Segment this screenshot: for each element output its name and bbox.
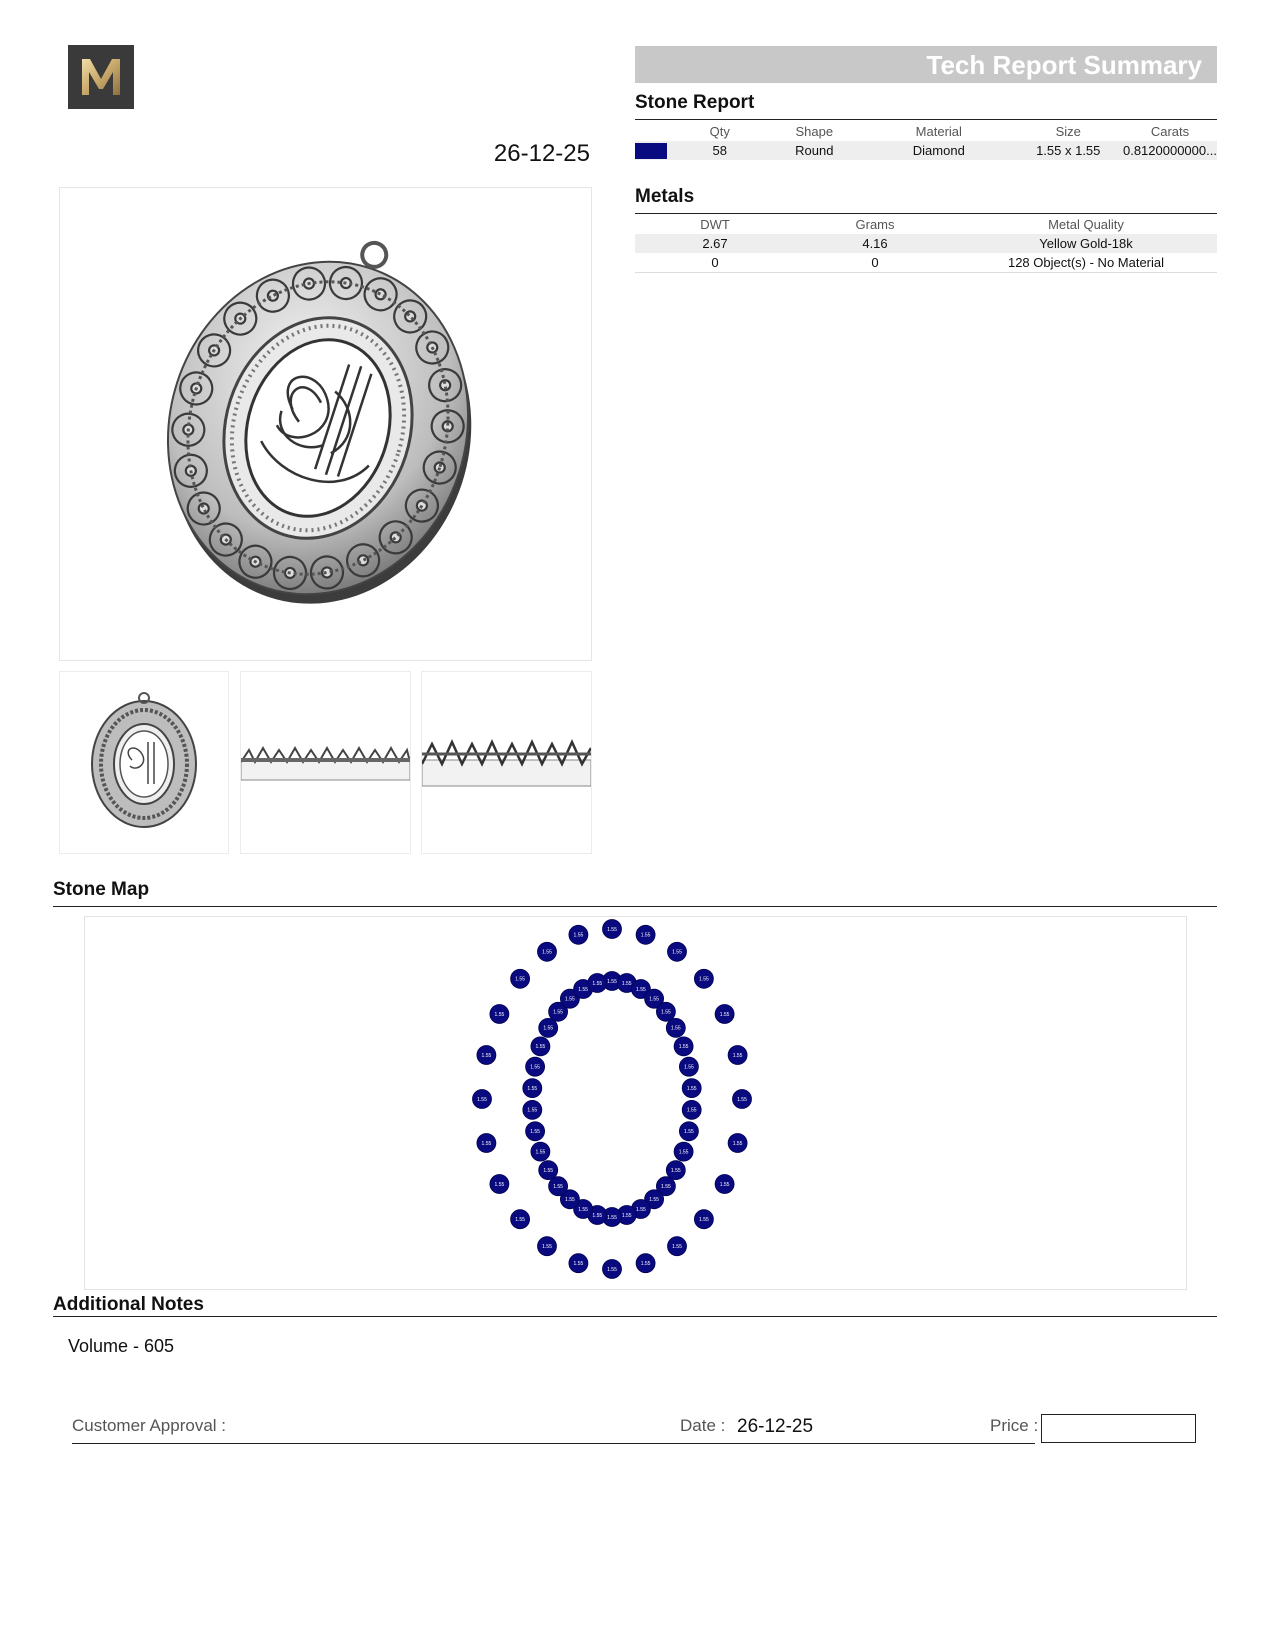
svg-text:1.55: 1.55 (481, 1052, 492, 1059)
svg-text:1.55: 1.55 (573, 1261, 584, 1267)
stone-marker (511, 969, 530, 988)
customer-approval-label: Customer Approval : (72, 1416, 227, 1435)
svg-text:1.55: 1.55 (530, 1129, 540, 1136)
stone-marker (511, 1210, 530, 1229)
svg-text:1.55: 1.55 (649, 996, 659, 1003)
svg-text:1.55: 1.55 (678, 1044, 689, 1051)
column-header: Material (915, 124, 962, 139)
stone-marker (636, 1254, 655, 1273)
stone-marker (473, 1090, 492, 1109)
stone-marker (728, 1046, 747, 1065)
svg-text:1.55: 1.55 (477, 1096, 487, 1103)
stone-marker (490, 1175, 509, 1194)
metal-grams: 0 (795, 253, 955, 273)
stone-color-swatch (635, 143, 667, 159)
svg-text:1.55: 1.55 (640, 1261, 651, 1267)
svg-text:1.55: 1.55 (672, 949, 682, 956)
stone-shape: Round (765, 141, 865, 160)
svg-text:1.55: 1.55 (553, 1184, 563, 1190)
svg-text:1.55: 1.55 (535, 1149, 546, 1156)
column-header: Carats (1150, 124, 1190, 139)
color-column-header (635, 122, 675, 141)
stone-marker (728, 1134, 747, 1153)
stone-marker (531, 1037, 550, 1056)
company-logo (68, 45, 134, 109)
column-header: DWT (700, 217, 730, 232)
stone-marker (666, 1161, 685, 1180)
table-row (635, 234, 1217, 253)
additional-notes-divider (53, 1316, 1217, 1317)
stone-marker (668, 1237, 687, 1256)
metals-table (635, 215, 1217, 273)
report-title: Tech Report Summary (926, 50, 1202, 80)
svg-text:1.55: 1.55 (732, 1140, 743, 1147)
stone-marker (523, 1079, 542, 1098)
stone-marker (526, 1122, 545, 1141)
svg-text:1.55: 1.55 (670, 1167, 681, 1174)
stone-carats: 0.8120000000... (1122, 143, 1217, 158)
stone-marker (539, 1161, 558, 1180)
approval-date-value: 26-12-25 (737, 1416, 814, 1437)
svg-text:1.55: 1.55 (592, 1212, 603, 1219)
stone-marker (636, 925, 655, 944)
svg-text:1.55: 1.55 (543, 1167, 554, 1174)
stone-qty: 58 (675, 141, 765, 160)
svg-text:1.55: 1.55 (515, 1217, 525, 1223)
additional-notes-title: Additional Notes (53, 1294, 204, 1315)
svg-text:1.55: 1.55 (607, 978, 617, 985)
svg-text:1.55: 1.55 (621, 980, 632, 987)
stone-marker (674, 1142, 693, 1161)
svg-text:1.55: 1.55 (543, 1025, 554, 1032)
price-label: Price : (990, 1416, 1039, 1435)
svg-text:1.55: 1.55 (553, 1009, 563, 1016)
stone-marker (715, 1005, 734, 1024)
svg-text:1.55: 1.55 (607, 1214, 617, 1221)
stone-marker (531, 1142, 550, 1161)
svg-text:1.55: 1.55 (621, 1212, 632, 1219)
metal-dwt: 0 (635, 253, 795, 273)
stone-marker (674, 1037, 693, 1056)
metal-quality: Yellow Gold-18k (955, 234, 1217, 253)
main-pendant-render (59, 187, 592, 661)
stone-marker (715, 1175, 734, 1194)
stone-report-divider (635, 119, 1217, 120)
svg-text:1.55: 1.55 (649, 1197, 659, 1204)
stone-marker (694, 969, 713, 988)
stone-marker (679, 1057, 698, 1076)
metal-grams: 4.16 (795, 234, 955, 253)
column-header: Qty (709, 124, 730, 139)
stone-map-svg (85, 917, 1186, 1289)
logo-m-icon (68, 45, 134, 109)
table-row (635, 253, 1217, 273)
svg-text:1.55: 1.55 (494, 1181, 505, 1188)
svg-text:1.55: 1.55 (592, 980, 603, 987)
stone-marker (679, 1122, 698, 1141)
svg-text:1.55: 1.55 (607, 926, 617, 933)
svg-text:1.55: 1.55 (565, 1197, 575, 1204)
stone-marker (549, 1177, 568, 1196)
stone-map-divider (53, 906, 1217, 907)
stone-map-canvas (84, 916, 1187, 1290)
svg-text:1.55: 1.55 (670, 1025, 681, 1032)
stone-report-table (635, 122, 1217, 160)
stone-marker (588, 974, 607, 993)
svg-text:1.55: 1.55 (607, 1266, 617, 1273)
stone-marker (733, 1090, 752, 1109)
svg-text:1.55: 1.55 (542, 1244, 552, 1250)
svg-text:1.55: 1.55 (515, 976, 525, 983)
stone-marker (603, 1260, 622, 1279)
stone-marker (477, 1046, 496, 1065)
stone-marker (477, 1134, 496, 1153)
metals-divider (635, 213, 1217, 214)
metal-quality: 128 Object(s) - No Material (955, 253, 1217, 273)
column-header: Shape (795, 124, 834, 139)
additional-notes-text: Volume - 605 (68, 1336, 175, 1356)
svg-text:1.55: 1.55 (661, 1009, 671, 1016)
stone-marker (666, 1018, 685, 1037)
svg-text:1.55: 1.55 (527, 1107, 538, 1114)
svg-text:1.55: 1.55 (684, 1064, 694, 1071)
svg-text:1.55: 1.55 (719, 1011, 730, 1018)
price-field[interactable] (1041, 1414, 1196, 1443)
stone-marker (569, 925, 588, 944)
svg-text:1.55: 1.55 (699, 1217, 709, 1223)
stone-marker (694, 1210, 713, 1229)
svg-text:1.55: 1.55 (699, 976, 709, 983)
thumbnail-front-view[interactable] (59, 671, 229, 854)
svg-text:1.55: 1.55 (573, 932, 584, 939)
thumbnail-angle-view[interactable] (421, 671, 592, 854)
svg-text:1.55: 1.55 (636, 986, 646, 993)
stone-marker (538, 1237, 557, 1256)
svg-text:1.55: 1.55 (636, 1206, 646, 1213)
approval-signature-line[interactable] (72, 1443, 1035, 1444)
svg-text:1.55: 1.55 (527, 1085, 538, 1092)
stone-marker (668, 942, 687, 961)
table-row (635, 141, 1217, 160)
stone-marker (603, 920, 622, 939)
stone-marker (656, 1002, 675, 1021)
svg-text:1.55: 1.55 (542, 949, 552, 956)
svg-text:1.55: 1.55 (578, 1206, 588, 1213)
column-header: Size (1055, 124, 1081, 139)
svg-text:1.55: 1.55 (732, 1052, 743, 1059)
svg-text:1.55: 1.55 (578, 986, 588, 993)
stone-marker (682, 1079, 701, 1098)
metals-title: Metals (635, 186, 695, 207)
svg-text:1.55: 1.55 (661, 1184, 671, 1190)
svg-text:1.55: 1.55 (494, 1011, 505, 1018)
svg-text:1.55: 1.55 (640, 932, 651, 939)
stone-marker (526, 1057, 545, 1076)
stone-marker (490, 1005, 509, 1024)
svg-text:1.55: 1.55 (678, 1149, 689, 1156)
stone-marker (569, 1254, 588, 1273)
svg-text:1.55: 1.55 (684, 1129, 694, 1136)
stone-map-title: Stone Map (53, 879, 150, 900)
column-header: Metal Quality (1048, 217, 1124, 232)
svg-text:1.55: 1.55 (535, 1044, 546, 1051)
approval-date-label: Date : (680, 1416, 726, 1435)
report-title-bar (635, 46, 1217, 83)
stone-material: Diamond (864, 141, 1013, 160)
svg-text:1.55: 1.55 (565, 996, 575, 1003)
stone-marker (523, 1100, 542, 1119)
stone-marker (682, 1100, 701, 1119)
svg-text:1.55: 1.55 (686, 1085, 697, 1092)
column-header: Grams (855, 217, 895, 232)
svg-text:1.55: 1.55 (481, 1140, 492, 1147)
metal-dwt: 2.67 (635, 234, 795, 253)
stone-marker (539, 1018, 558, 1037)
svg-text:1.55: 1.55 (686, 1107, 697, 1114)
stone-report-title: Stone Report (635, 92, 755, 113)
thumbnail-side-view[interactable] (240, 671, 411, 854)
stone-size: 1.55 x 1.55 (1014, 141, 1123, 160)
svg-text:1.55: 1.55 (530, 1064, 540, 1071)
svg-text:1.55: 1.55 (719, 1181, 730, 1188)
svg-text:1.55: 1.55 (672, 1244, 682, 1250)
stone-marker (538, 942, 557, 961)
report-date: 26-12-25 (493, 140, 590, 167)
svg-text:1.55: 1.55 (737, 1096, 747, 1103)
